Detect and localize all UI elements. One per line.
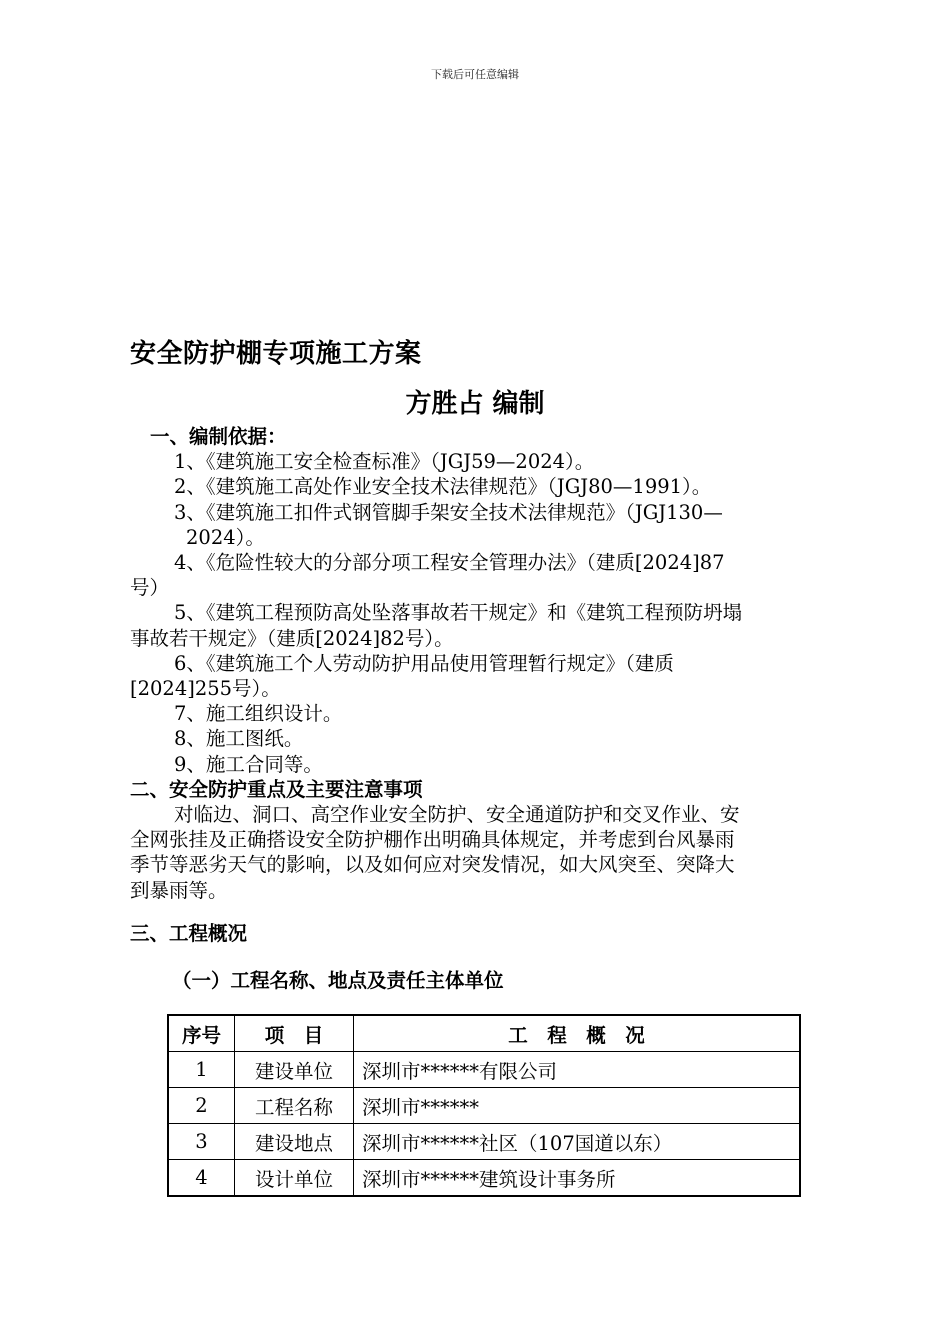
table-row (168, 1052, 800, 1088)
basis-item-4-cont: 号） (130, 576, 170, 600)
table-row (168, 1160, 800, 1197)
table-cell-index: 2 (168, 1088, 235, 1124)
basis-item-6-cont: [2024]255号）。 (130, 677, 281, 701)
table-cell-value: 深圳市******社区（107国道以东） (354, 1124, 801, 1160)
table-cell-item: 设计单位 (235, 1160, 354, 1197)
section3-subheading: （一）工程名称、地点及责任主体单位 (172, 969, 504, 992)
document-body (130, 424, 830, 903)
table-cell-item: 建设地点 (235, 1124, 354, 1160)
section2-line-4: 到暴雨等。 (130, 878, 228, 902)
table-cell-value: 深圳市****** (354, 1088, 801, 1124)
table-row (168, 1124, 800, 1160)
author-line: 方胜占 编制 (405, 389, 545, 419)
basis-item-3-cont: 2024）。 (186, 525, 265, 549)
table-cell-index: 1 (168, 1052, 235, 1088)
basis-item-9: 9、施工合同等。 (174, 752, 323, 776)
basis-item-6: 6、《建筑施工个人劳动防护用品使用管理暂行规定》（建质 (174, 651, 674, 675)
basis-item-2: 2、《建筑施工高处作业安全技术法律规范》（JGJ80—1991）。 (174, 475, 712, 499)
section2-line-2: 全网张挂及正确搭设安全防护棚作出明确具体规定，并考虑到台风暴雨 (130, 828, 735, 852)
table-header-item: 项 目 (235, 1015, 354, 1052)
basis-item-1: 1、《建筑施工安全检查标准》（JGJ59—2024）。 (174, 450, 595, 474)
basis-item-8: 8、施工图纸。 (174, 727, 304, 751)
table-header-index: 序号 (168, 1015, 235, 1052)
project-overview-table (167, 1014, 801, 1197)
table-header-row (168, 1015, 800, 1052)
table-cell-value: 深圳市******建筑设计事务所 (354, 1160, 801, 1197)
table-cell-item: 工程名称 (235, 1088, 354, 1124)
basis-item-5: 5、《建筑工程预防高处坠落事故若干规定》和《建筑工程预防坍塌 (174, 601, 743, 625)
basis-item-3: 3、《建筑施工扣件式钢管脚手架安全技术法律规范》（JGJ130— (174, 500, 723, 524)
basis-item-4: 4、《危险性较大的分部分项工程安全管理办法》（建质[2024]87 (174, 551, 725, 575)
table-cell-index: 4 (168, 1160, 235, 1197)
section1-heading: 一、编制依据： (150, 425, 287, 448)
basis-item-7: 7、施工组织设计。 (174, 702, 343, 726)
table-cell-index: 3 (168, 1124, 235, 1160)
section2-line-3: 季节等恶劣天气的影响，以及如何应对突发情况，如大风突至、突降大 (130, 853, 735, 877)
table-cell-item: 建设单位 (235, 1052, 354, 1088)
document-title: 安全防护棚专项施工方案 (130, 339, 422, 369)
basis-item-5-cont: 事故若干规定》（建质[2024]82号）。 (130, 626, 454, 650)
table-cell-value: 深圳市******有限公司 (354, 1052, 801, 1088)
section2-heading: 二、安全防护重点及主要注意事项 (130, 777, 423, 801)
table-header-overview: 工 程 概 况 (354, 1015, 801, 1052)
section3-heading: 三、工程概况 (130, 922, 248, 945)
header-note: 下载后可任意编辑 (431, 68, 519, 81)
table-row (168, 1088, 800, 1124)
section2-line-1: 对临边、洞口、高空作业安全防护、安全通道防护和交叉作业、安 (174, 803, 740, 827)
